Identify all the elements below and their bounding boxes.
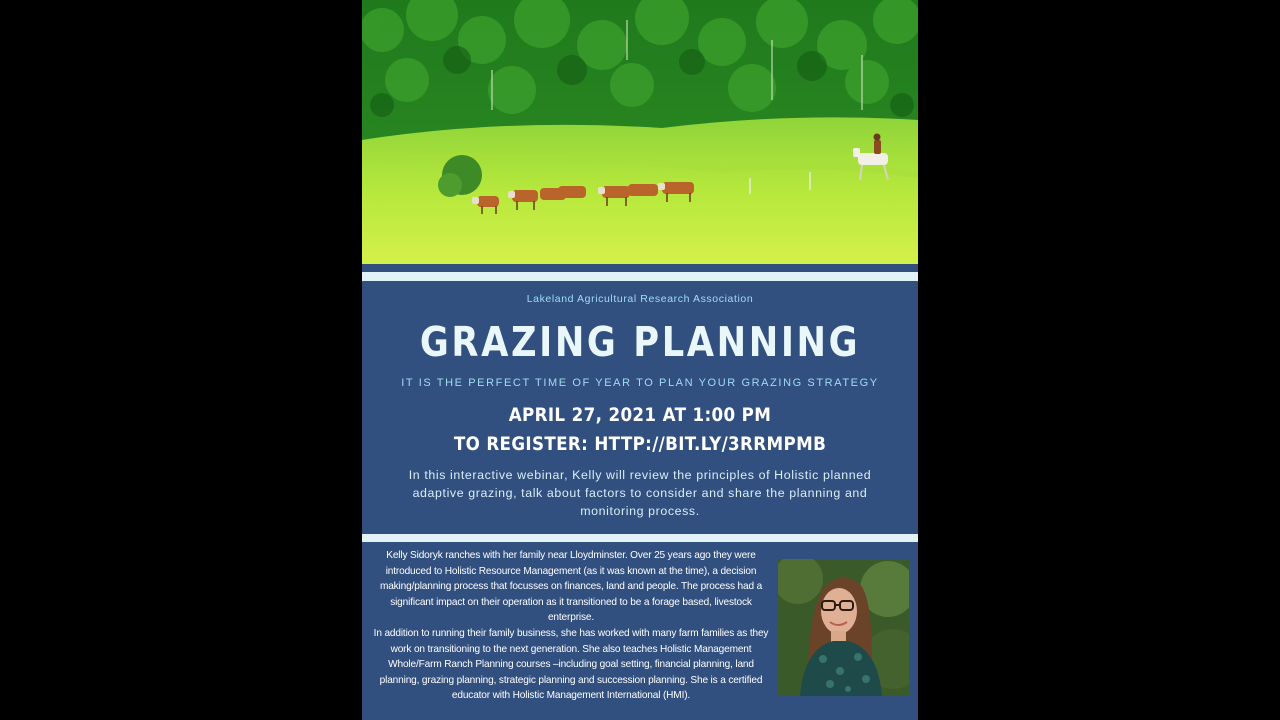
event-description: In this interactive webinar, Kelly will review the principles of Holistic planned adaptive grazing, talk about factors to consider and share the planning and monitoring process. bbox=[408, 468, 872, 518]
speaker-bio bbox=[372, 548, 770, 704]
event-poster bbox=[362, 0, 918, 720]
event-title: GRAZING PLANNING bbox=[419, 318, 861, 366]
registration-link: TO REGISTER: HTTP://BIT.LY/3RRMPMB bbox=[453, 433, 827, 455]
divider-band-bottom bbox=[362, 534, 918, 542]
speaker-bio-paragraph-2: In addition to running their family business, she has worked with many farm families as they work on transitioning to the next generation. She also teaches Holistic Management Whole/Farm Ranch Planning courses –including goal setting, financial planning, land planning, grazing planning, strategic planning and succession planning. She is a certified educator with Holistic Management International (HMI). bbox=[373, 627, 769, 702]
speaker-portrait bbox=[778, 559, 909, 696]
divider-band-top bbox=[362, 272, 918, 281]
organization-name: Lakeland Agricultural Research Association bbox=[526, 293, 754, 305]
speaker-bio-paragraph-1: Kelly Sidoryk ranches with her family near Lloydminster. Over 25 years ago they were introduced to Holistic Resource Management (as it was known at the time), a decision making/planning process that focusses on finances, land and people. The process had a significant impact on their operation as it transitioned to be a forage based, livestock enterprise. bbox=[379, 550, 763, 624]
event-subtitle: IT IS THE PERFECT TIME OF YEAR TO PLAN YOUR GRAZING STRATEGY bbox=[401, 377, 879, 389]
pasture-cattle-photo bbox=[362, 0, 918, 264]
event-date: APRIL 27, 2021 AT 1:00 PM bbox=[508, 404, 772, 426]
